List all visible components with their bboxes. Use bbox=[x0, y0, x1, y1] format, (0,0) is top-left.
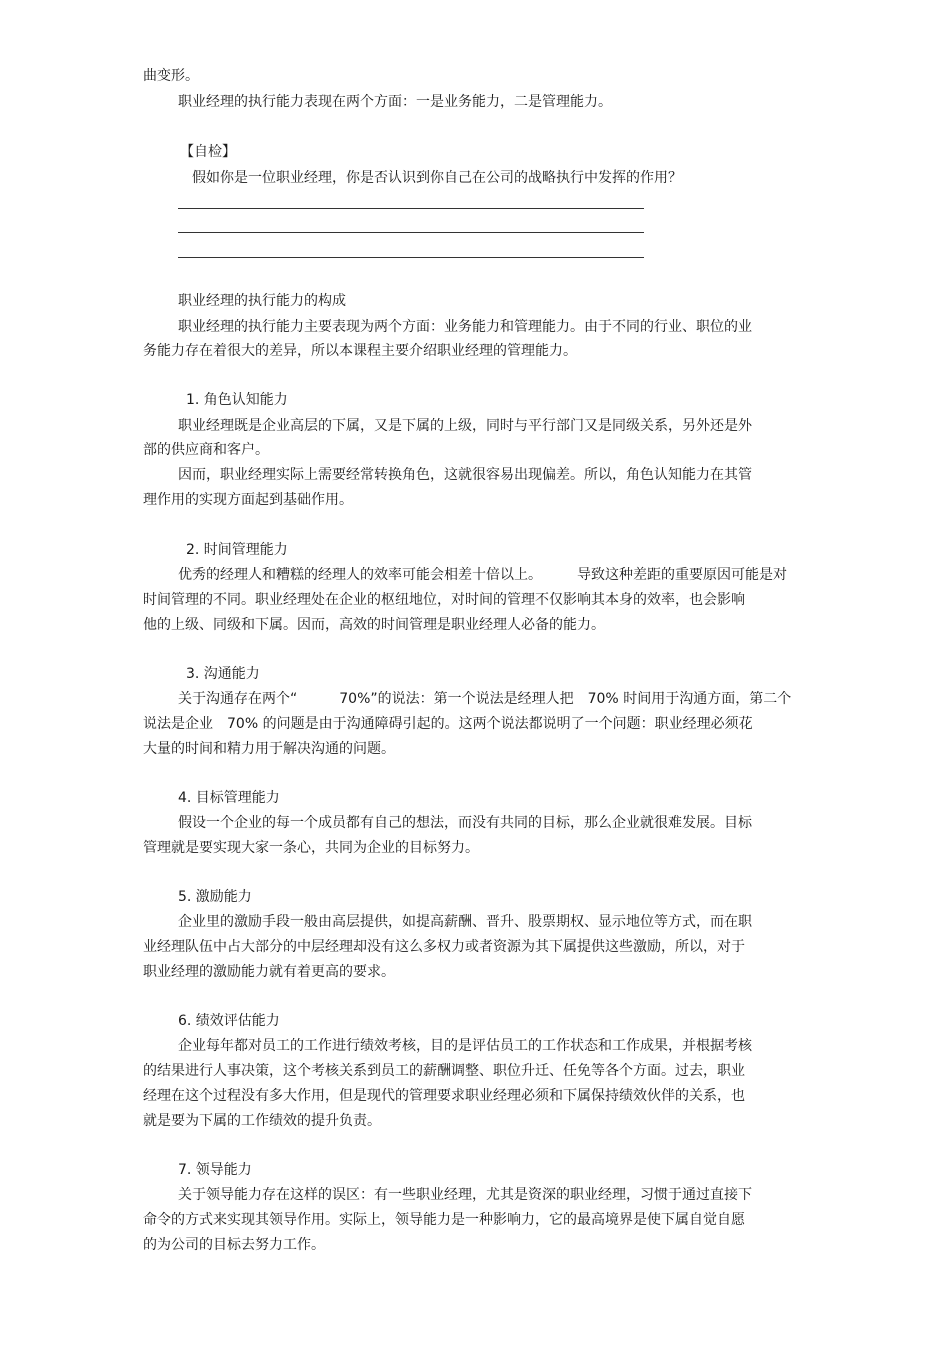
paragraph-line: 经理在这个过程没有多大作用，但是现代的管理要求职业经理必须和下属保持绩效伙伴的关系，也 bbox=[143, 1088, 745, 1104]
paragraph-line: 职业经理既是企业高层的下属，又是下属的上级，同时与平行部门又是同级关系，另外还是外 bbox=[178, 418, 752, 434]
intro-paragraph: 职业经理的执行能力表现在两个方面：一是业务能力，二是管理能力。 bbox=[178, 94, 612, 110]
paragraph-line: 职业经理的执行能力主要表现为两个方面：业务能力和管理能力。由于不同的行业、职位的业 bbox=[178, 319, 752, 335]
paragraph-line: 说法是企业 70% 的问题是由于沟通障碍引起的。这两个说法都说明了一个问题：职业经理必须花 bbox=[143, 716, 753, 732]
paragraph-line: 企业里的激励手段一般由高层提供，如提高薪酬、晋升、股票期权、显示地位等方式，而在职 bbox=[178, 914, 752, 930]
paragraph-line: 他的上级、同级和下属。因而，高效的时间管理是职业经理人必备的能力。 bbox=[143, 617, 605, 633]
section-heading: 6. 绩效评估能力 bbox=[178, 1013, 280, 1029]
paragraph-line: 关于沟通存在两个“ 70%”的说法：第一个说法是经理人把 70% 时间用于沟通方面，第二个 bbox=[178, 691, 792, 707]
paragraph-line: 大量的时间和精力用于解决沟通的问题。 bbox=[143, 741, 395, 757]
section-heading: 7. 领导能力 bbox=[178, 1162, 252, 1178]
self-check-title: 【自检】 bbox=[180, 144, 236, 160]
paragraph-line: 职业经理的激励能力就有着更高的要求。 bbox=[143, 964, 395, 980]
paragraph-line: 部的供应商和客户。 bbox=[143, 442, 269, 458]
paragraph-line: 的为公司的目标去努力工作。 bbox=[143, 1237, 325, 1253]
answer-line[interactable] bbox=[178, 257, 644, 258]
paragraph-line: 业经理队伍中占大部分的中层经理却没有这么多权力或者资源为其下属提供这些激励，所以，对于 bbox=[143, 939, 745, 955]
section-heading: 5. 激励能力 bbox=[178, 889, 252, 905]
paragraph-line: 优秀的经理人和糟糕的经理人的效率可能会相差十倍以上。 导致这种差距的重要原因可能是对 bbox=[178, 567, 787, 583]
section-heading: 4. 目标管理能力 bbox=[178, 790, 280, 806]
self-check-question: 假如你是一位职业经理，你是否认识到你自己在公司的战略执行中发挥的作用？ bbox=[192, 170, 682, 186]
paragraph-line: 理作用的实现方面起到基础作用。 bbox=[143, 492, 353, 508]
answer-line[interactable] bbox=[178, 232, 644, 233]
paragraph-line: 关于领导能力存在这样的误区：有一些职业经理，尤其是资深的职业经理，习惯于通过直接下 bbox=[178, 1187, 752, 1203]
section-heading: 2. 时间管理能力 bbox=[186, 542, 288, 558]
paragraph-line: 命令的方式来实现其领导作用。实际上，领导能力是一种影响力，它的最高境界是使下属自觉自愿 bbox=[143, 1212, 745, 1228]
answer-line[interactable] bbox=[178, 208, 644, 209]
paragraph-line: 企业每年都对员工的工作进行绩效考核，目的是评估员工的工作状态和工作成果，并根据考核 bbox=[178, 1038, 752, 1054]
paragraph-line: 就是要为下属的工作绩效的提升负责。 bbox=[143, 1113, 381, 1129]
paragraph-line: 时间管理的不同。职业经理处在企业的枢纽地位，对时间的管理不仅影响其本身的效率，也会影响 bbox=[143, 592, 745, 608]
paragraph-line: 管理就是要实现大家一条心，共同为企业的目标努力。 bbox=[143, 840, 479, 856]
paragraph-line: 假设一个企业的每一个成员都有自己的想法，而没有共同的目标，那么企业就很难发展。目标 bbox=[178, 815, 752, 831]
paragraph-line: 因而，职业经理实际上需要经常转换角色，这就很容易出现偏差。所以，角色认知能力在其管 bbox=[178, 467, 752, 483]
paragraph-line: 的结果进行人事决策，这个考核关系到员工的薪酬调整、职位升迁、任免等各个方面。过去，职业 bbox=[143, 1063, 745, 1079]
intro-continuation-text: 曲变形。 bbox=[143, 68, 199, 84]
paragraph-line: 务能力存在着很大的差异，所以本课程主要介绍职业经理的管理能力。 bbox=[143, 343, 577, 359]
section-heading: 1. 角色认知能力 bbox=[186, 392, 288, 408]
section-heading: 职业经理的执行能力的构成 bbox=[178, 293, 346, 309]
section-heading: 3. 沟通能力 bbox=[186, 666, 260, 682]
